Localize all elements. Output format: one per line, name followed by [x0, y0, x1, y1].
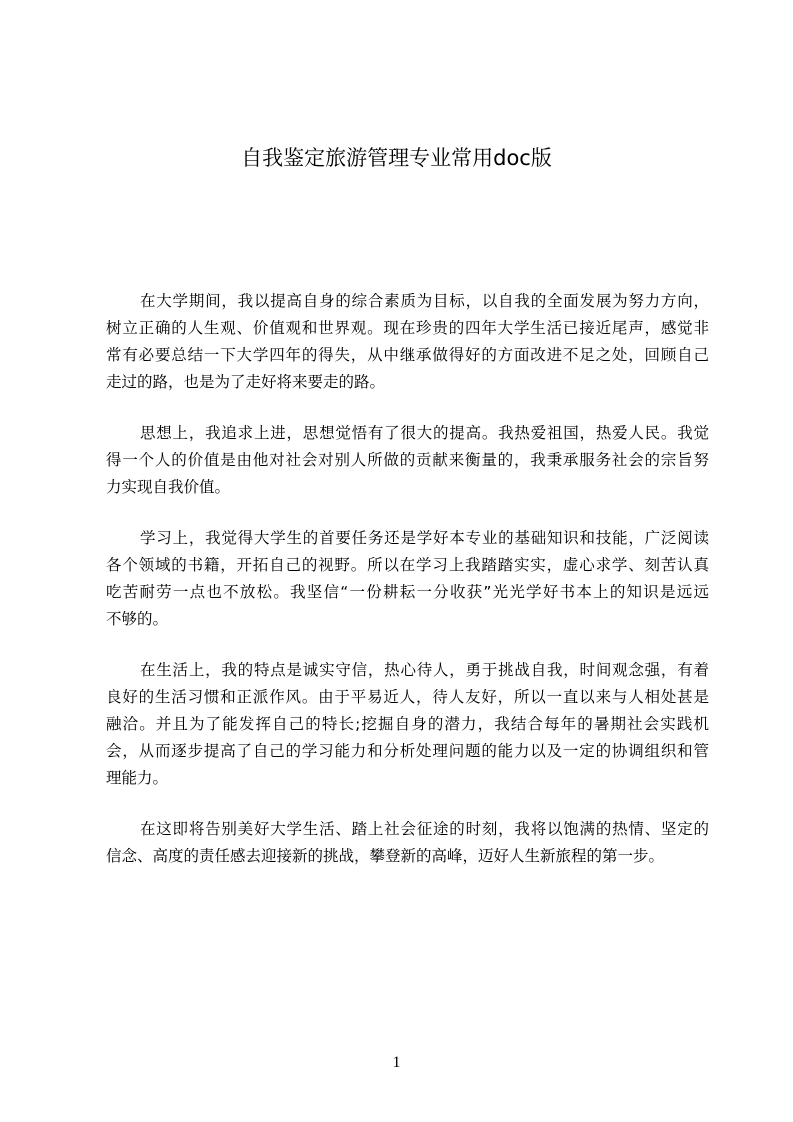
paragraph-line: 得一个人的价值是由他对社会对别人所做的贡献来衡量的，我秉承服务社会的宗旨努: [106, 451, 709, 469]
paragraph: [106, 288, 709, 396]
paragraph-line: 会，从而逐步提高了自己的学习能力和分析处理问题的能力以及一定的协调组织和管: [106, 742, 709, 760]
paragraph-line: 融洽。并且为了能发挥自己的特长;挖掘自身的潜力，我结合每年的暑期社会实践机: [106, 715, 709, 733]
paragraph-line: 吃苦耐劳一点也不放松。我坚信“一份耕耘一分收获”光光学好书本上的知识是远远: [106, 583, 709, 601]
paragraph: [106, 420, 709, 501]
paragraph-line: 思想上，我追求上进，思想觉悟有了很大的提高。我热爱祖国，热爱人民。我觉: [140, 424, 709, 442]
paragraph-line: 理能力。: [106, 769, 169, 787]
paragraph-line: 信念、高度的责任感去迎接新的挑战，攀登新的高峰，迈好人生新旅程的第一步。: [106, 847, 665, 865]
paragraph-line: 树立正确的人生观、价值观和世界观。现在珍贵的四年大学生活已接近尾声，感觉非: [106, 319, 709, 337]
paragraph-line: 在这即将告别美好大学生活、踏上社会征途的时刻，我将以饱满的热情、坚定的: [140, 820, 709, 838]
paragraph-line: 走过的路，也是为了走好将来要走的路。: [106, 373, 386, 391]
paragraph-line: 学习上，我觉得大学生的首要任务还是学好本专业的基础知识和技能，广泛阅读: [140, 529, 709, 547]
paragraph: [106, 657, 709, 792]
paragraph-line: 良好的生活习惯和正派作风。由于平易近人，待人友好，所以一直以来与人相处甚是: [106, 688, 709, 706]
paragraph-line: 常有必要总结一下大学四年的得失，从中继承做得好的方面改进不足之处，回顾自己: [106, 346, 709, 364]
document-title: 自我鉴定旅游管理专业常用doc版: [241, 146, 552, 170]
document-body: [106, 288, 709, 894]
paragraph: [106, 816, 709, 870]
paragraph-line: 不够的。: [106, 610, 169, 628]
paragraph-line: 力实现自我价值。: [106, 478, 231, 496]
paragraph-line: 在大学期间，我以提高自身的综合素质为目标，以自我的全面发展为努力方向，: [140, 292, 709, 310]
paragraph: [106, 525, 709, 633]
paragraph-line: 在生活上，我的特点是诚实守信，热心待人，勇于挑战自我，时间观念强，有着: [140, 661, 709, 679]
page-number: 1: [392, 1054, 401, 1071]
paragraph-line: 各个领域的书籍，开拓自己的视野。所以在学习上我踏踏实实，虚心求学、刻苦认真: [106, 556, 709, 574]
